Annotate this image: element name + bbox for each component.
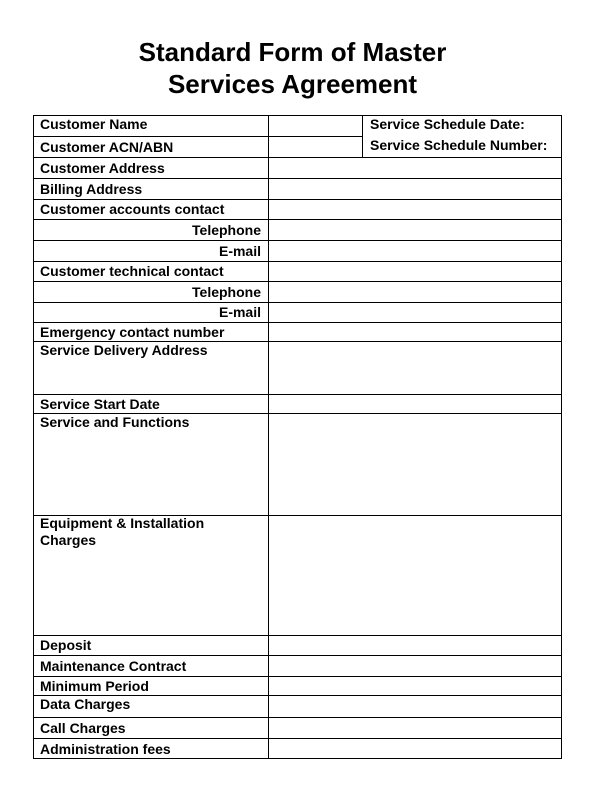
field-accounts-email[interactable] [269, 241, 561, 261]
label-emergency-contact-number: Emergency contact number [40, 324, 225, 340]
page-title [0, 36, 585, 100]
title-line-1: Standard Form of Master [138, 37, 447, 67]
label-service-delivery-address: Service Delivery Address [40, 342, 208, 358]
field-technical-telephone[interactable] [269, 282, 561, 302]
field-equipment-installation-charges[interactable] [269, 516, 561, 635]
field-technical-email[interactable] [269, 303, 561, 322]
column-divider-schedule [362, 115, 363, 157]
field-accounts-telephone[interactable] [269, 220, 561, 240]
title-line-2: Services Agreement [167, 69, 418, 99]
label-service-and-functions: Service and Functions [40, 414, 190, 430]
field-customer-accounts-contact[interactable] [269, 200, 561, 219]
field-billing-address[interactable] [269, 179, 561, 199]
label-customer-name: Customer Name [40, 116, 148, 132]
field-minimum-period[interactable] [269, 677, 561, 695]
field-service-delivery-address[interactable] [269, 342, 561, 394]
label-call-charges: Call Charges [40, 720, 126, 736]
label-service-start-date: Service Start Date [40, 396, 160, 412]
label-equipment-installation-line-2: Charges [40, 532, 97, 548]
field-customer-acn-abn[interactable] [269, 137, 362, 157]
label-deposit: Deposit [40, 637, 92, 653]
field-deposit[interactable] [269, 636, 561, 655]
field-data-charges[interactable] [269, 696, 561, 717]
table-border-right [561, 115, 562, 759]
field-emergency-contact-number[interactable] [269, 323, 561, 341]
label-technical-email: E-mail [218, 304, 261, 320]
field-maintenance-contract[interactable] [269, 656, 561, 676]
field-administration-fees[interactable] [269, 739, 561, 758]
label-accounts-email: E-mail [218, 243, 261, 259]
field-call-charges[interactable] [269, 718, 561, 738]
table-border-bottom [33, 758, 562, 759]
field-customer-name[interactable] [269, 116, 362, 136]
label-service-schedule-number: Service Schedule Number: [370, 137, 548, 153]
agreement-form-table [33, 115, 562, 759]
label-customer-acn-abn: Customer ACN/ABN [40, 139, 174, 155]
label-service-schedule-date: Service Schedule Date: [370, 116, 525, 132]
label-data-charges: Data Charges [40, 696, 131, 712]
field-customer-address[interactable] [269, 158, 561, 178]
label-equipment-installation-line-1: Equipment & Installation [40, 515, 205, 531]
label-administration-fees: Administration fees [40, 741, 171, 757]
label-accounts-telephone: Telephone [192, 222, 261, 238]
field-service-start-date[interactable] [269, 395, 561, 413]
table-border-left [33, 115, 34, 759]
label-maintenance-contract: Maintenance Contract [40, 658, 187, 674]
field-customer-technical-contact[interactable] [269, 262, 561, 281]
field-service-and-functions[interactable] [269, 414, 561, 515]
label-billing-address: Billing Address [40, 181, 143, 197]
label-technical-telephone: Telephone [192, 284, 261, 300]
label-customer-accounts-contact: Customer accounts contact [40, 201, 225, 217]
label-customer-address: Customer Address [40, 160, 165, 176]
label-minimum-period: Minimum Period [40, 678, 149, 694]
label-customer-technical-contact: Customer technical contact [40, 263, 224, 279]
